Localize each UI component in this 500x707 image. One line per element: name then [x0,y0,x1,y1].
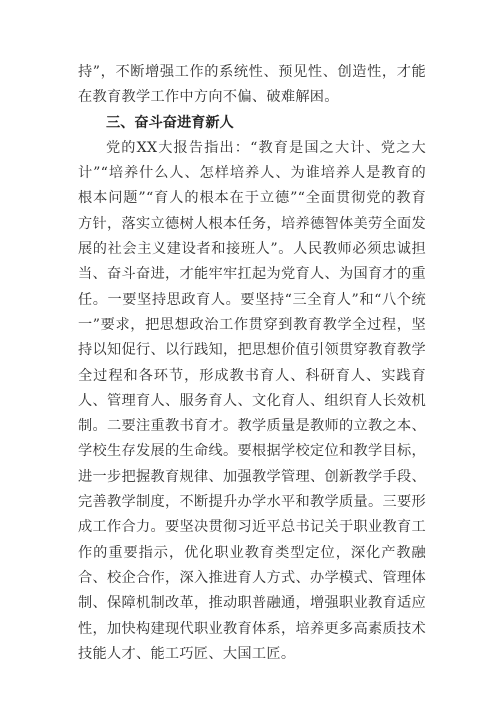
section-heading: 三、奋斗奋进育新人 [106,114,234,131]
document-page [78,60,426,667]
continued-paragraph: 持”，不断增强工作的系统性、预见性、创造性，才能在教育教学工作中方向不偏、破难解困。 [78,64,426,106]
body-paragraph: 党的XX大报告指出：“教育是国之大计、党之大计”“培养什么人、怎样培养人、为谁培养人是教育的根本问题”“育人的根本在于立德”“全面贯彻党的教育方针，落实立德树人根本任务，培养德智体美劳全面发展的社会主义建设者和接班人”。人民教师必须忠诚担当、奋斗奋进，才能牢牢扛起为党育人、为国育才的重任。一要坚持思政育人。要坚持“三全育人”和“八个统一”要求，把思想政治工作贯穿到教育教学全过程，坚持以知促行、以行践知，把思想价值引领贯穿教育教学全过程和各环节，形成教书育人、科研育人、实践育人、管理育人、服务育人、文化育人、组织育人长效机制。二要注重教书育才。教学质量是教师的立教之本、学校生存发展的生命线。要根据学校定位和教学目标，进一步把握教育规律、加强教学管理、创新教学手段、完善教学制度，不断提升办学水平和教学质量。三要形成工作合力。要坚决贯彻习近平总书记关于职业教育工作的重要指示，优化职业教育类型定位，深化产教融合、校企合作，深入推进育人方式、办学模式、管理体制、保障机制改革，推动职普融通，增强职业教育适应性，加快构建现代职业教育体系，培养更多高素质技术技能人才、能工巧匠、大国工匠。 [78,139,426,662]
